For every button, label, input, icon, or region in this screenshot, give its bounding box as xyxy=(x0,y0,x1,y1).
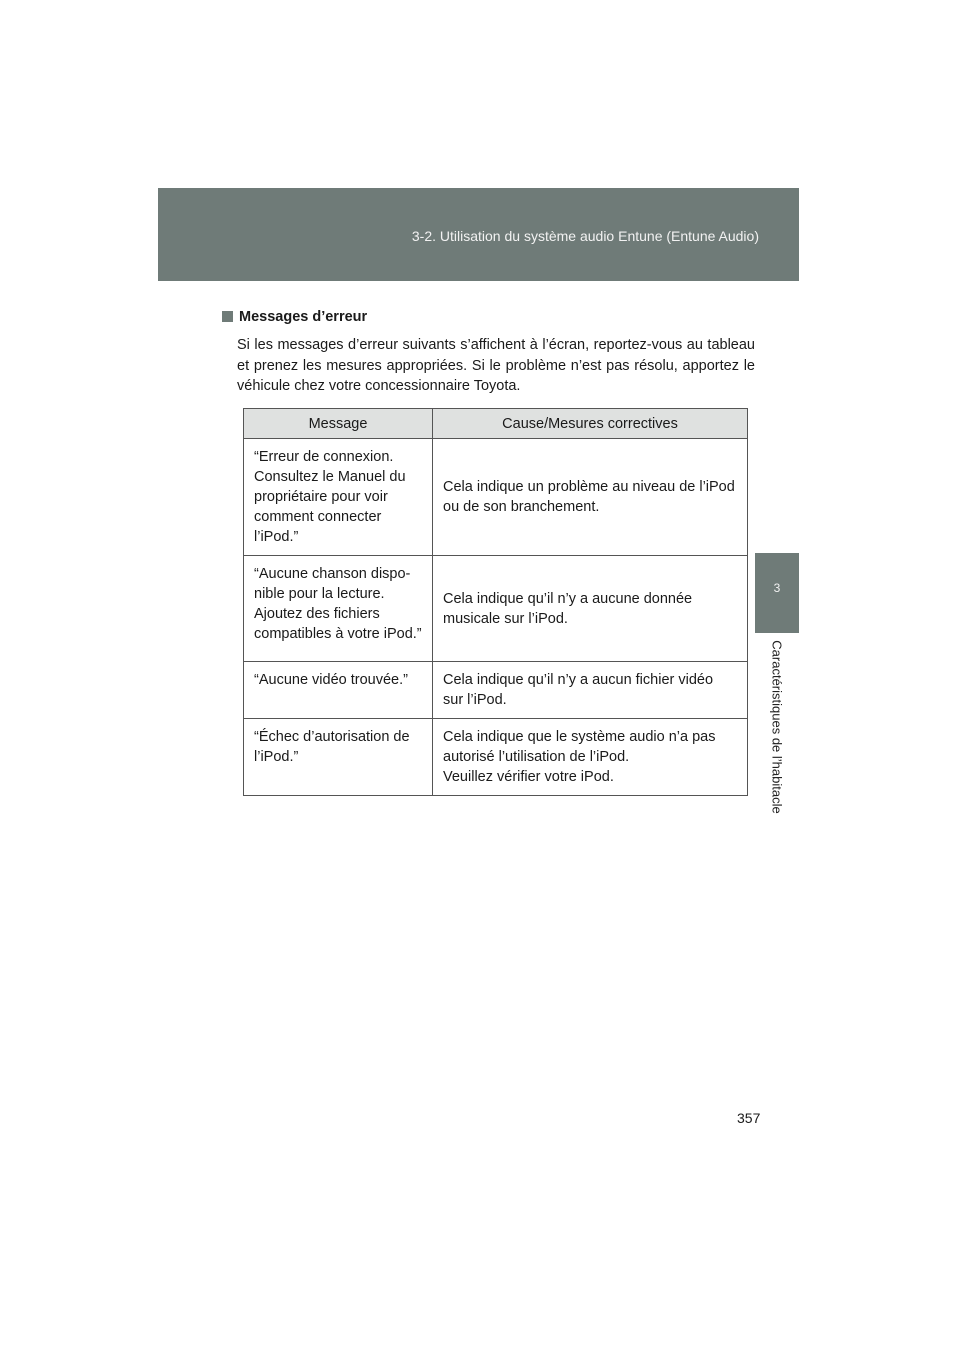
chapter-side-label: Caractéristiques de l’habitacle xyxy=(769,640,785,814)
message-cell: “Erreur de connexion. Consultez le Manuel du propriétaire pour voir comment connecter l’iPod.” xyxy=(244,439,433,556)
cause-cell: Cela indique un problème au niveau de l’iPod ou de son branchement. xyxy=(433,439,748,556)
intro-paragraph: Si les messages d’erreur suivants s’affichent à l’écran, reportez-vous au tableau et prenez les mesures appropriées. Si le problème n’est pas résolu, apportez le véhicule chez votre concessionnaire Toyota. xyxy=(237,337,755,394)
table-header-row xyxy=(244,409,748,439)
page-number: 357 xyxy=(737,1110,761,1126)
chapter-header-band xyxy=(158,188,799,281)
table-header-cause: Cause/Mesures correctives xyxy=(433,409,748,439)
section-heading-text: Messages d’erreur xyxy=(239,309,368,325)
chapter-number: 3 xyxy=(773,581,781,595)
section-heading xyxy=(222,309,367,325)
message-cell: “Échec d’autorisation de l’iPod.” xyxy=(244,719,433,796)
table-row xyxy=(244,662,748,719)
table-row xyxy=(244,719,748,796)
chapter-header-title: 3-2. Utilisation du système audio Entune (Entune Audio) xyxy=(411,228,759,244)
table-header-message: Message xyxy=(244,409,433,439)
cause-cell: Cela indique qu’il n’y a aucun fichier vidéo sur l’iPod. xyxy=(433,662,748,719)
table-row xyxy=(244,556,748,662)
cause-cell: Cela indique qu’il n’y a aucune donnée musicale sur l’iPod. xyxy=(433,556,748,662)
chapter-side-tab xyxy=(755,553,799,633)
message-cell: “Aucune vidéo trouvée.” xyxy=(244,662,433,719)
message-cell: “Aucune chanson dispo-nible pour la lecture. Ajoutez des fichiers compatibles à votre iPod.” xyxy=(244,556,433,662)
heading-square-icon xyxy=(222,311,233,322)
error-messages-table xyxy=(243,408,748,796)
cause-cell: Cela indique que le système audio n’a pas autorisé l’utilisation de l’iPod. Veuillez vérifier votre iPod. xyxy=(433,719,748,796)
table-row xyxy=(244,439,748,556)
